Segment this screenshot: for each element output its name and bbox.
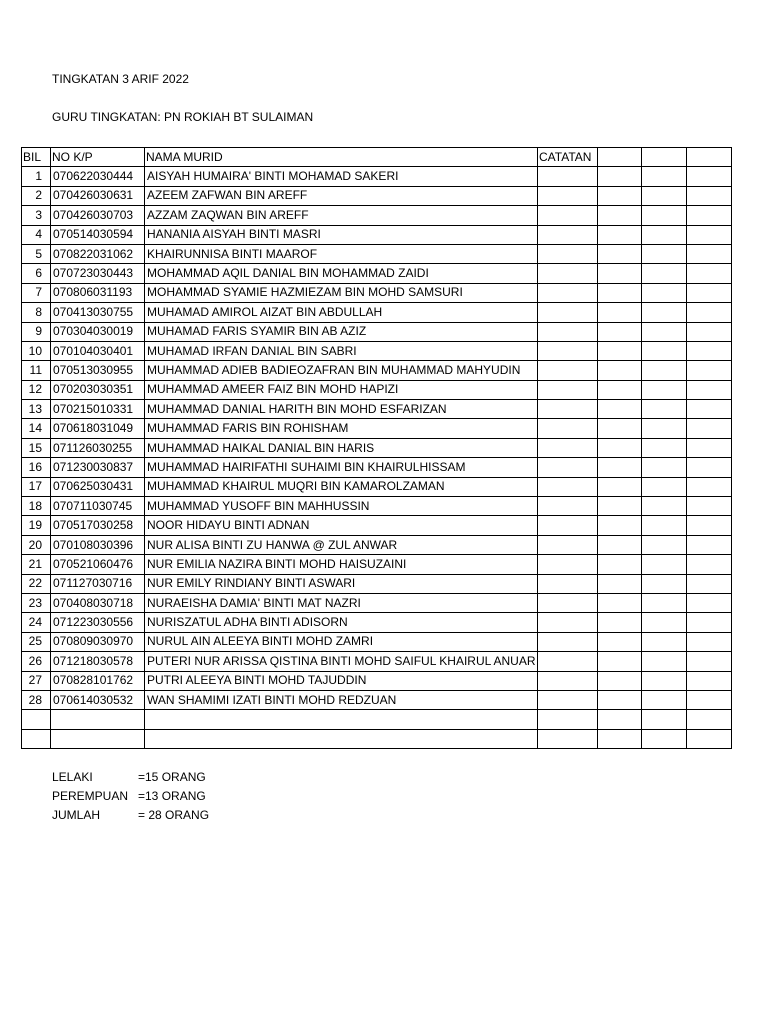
cell-bil: 27 <box>22 671 51 690</box>
cell-no-kp: 071126030255 <box>51 438 145 457</box>
cell-nama-murid: MUHAMMAD KHAIRUL MUQRI BIN KAMAROLZAMAN <box>145 477 538 496</box>
table-row <box>22 264 732 283</box>
cell-blank <box>687 244 732 263</box>
table-row <box>22 555 732 574</box>
cell-bil: 14 <box>22 419 51 438</box>
table-row <box>22 400 732 419</box>
column-header-blank <box>687 148 732 167</box>
cell-bil: 10 <box>22 341 51 360</box>
table-row <box>22 341 732 360</box>
cell-blank <box>642 690 687 709</box>
cell-blank <box>687 690 732 709</box>
cell-no-kp: 070108030396 <box>51 535 145 554</box>
cell-blank <box>598 690 642 709</box>
cell-nama-murid: NUR ALISA BINTI ZU HANWA @ ZUL ANWAR <box>145 535 538 554</box>
cell-blank <box>687 380 732 399</box>
cell-blank <box>687 167 732 186</box>
cell-blank <box>598 613 642 632</box>
cell-blank <box>687 477 732 496</box>
cell-no-kp: 070723030443 <box>51 264 145 283</box>
cell-bil: 23 <box>22 593 51 612</box>
cell-catatan <box>538 593 598 612</box>
cell-blank <box>598 671 642 690</box>
summary-value: =13 ORANG <box>138 789 206 803</box>
cell-bil: 20 <box>22 535 51 554</box>
cell-blank <box>687 632 732 651</box>
cell-blank <box>642 380 687 399</box>
cell-blank <box>642 244 687 263</box>
cell-bil: 7 <box>22 283 51 302</box>
cell-blank <box>642 497 687 516</box>
cell-nama-murid <box>145 729 538 748</box>
cell-blank <box>642 458 687 477</box>
table-row <box>22 283 732 302</box>
cell-blank <box>642 206 687 225</box>
cell-blank <box>642 225 687 244</box>
page-title: TINGKATAN 3 ARIF 2022 <box>52 72 189 86</box>
cell-blank <box>687 186 732 205</box>
cell-catatan <box>538 361 598 380</box>
cell-bil: 12 <box>22 380 51 399</box>
cell-blank <box>598 225 642 244</box>
table-row <box>22 167 732 186</box>
cell-bil: 18 <box>22 497 51 516</box>
cell-blank <box>687 535 732 554</box>
cell-no-kp: 070806031193 <box>51 283 145 302</box>
student-roster-table <box>21 147 732 749</box>
cell-blank <box>598 206 642 225</box>
summary-perempuan <box>52 789 206 803</box>
cell-catatan <box>538 477 598 496</box>
cell-blank <box>642 613 687 632</box>
cell-nama-murid <box>145 710 538 729</box>
cell-nama-murid: MUHAMAD FARIS SYAMIR BIN AB AZIZ <box>145 322 538 341</box>
cell-bil: 15 <box>22 438 51 457</box>
cell-bil: 4 <box>22 225 51 244</box>
cell-blank <box>687 613 732 632</box>
cell-no-kp: 070809030970 <box>51 632 145 651</box>
class-teacher: GURU TINGKATAN: PN ROKIAH BT SULAIMAN <box>52 110 314 124</box>
cell-nama-murid: AZZAM ZAQWAN BIN AREFF <box>145 206 538 225</box>
cell-blank <box>642 438 687 457</box>
cell-blank <box>598 652 642 671</box>
table-row <box>22 729 732 748</box>
cell-nama-murid: AZEEM ZAFWAN BIN AREFF <box>145 186 538 205</box>
cell-nama-murid: MUHAMMAD HAIRIFATHI SUHAIMI BIN KHAIRULHISSAM <box>145 458 538 477</box>
cell-bil: 3 <box>22 206 51 225</box>
cell-blank <box>687 303 732 322</box>
cell-no-kp: 070514030594 <box>51 225 145 244</box>
cell-nama-murid: MUHAMMAD DANIAL HARITH BIN MOHD ESFARIZAN <box>145 400 538 419</box>
table-row <box>22 438 732 457</box>
cell-blank <box>642 341 687 360</box>
cell-nama-murid: NURUL AIN ALEEYA BINTI MOHD ZAMRI <box>145 632 538 651</box>
cell-nama-murid: MUHAMMAD YUSOFF BIN MAHHUSSIN <box>145 497 538 516</box>
cell-nama-murid: KHAIRUNNISA BINTI MAAROF <box>145 244 538 263</box>
cell-nama-murid: PUTRI ALEEYA BINTI MOHD TAJUDDIN <box>145 671 538 690</box>
cell-catatan <box>538 535 598 554</box>
cell-bil: 1 <box>22 167 51 186</box>
cell-catatan <box>538 516 598 535</box>
table-row <box>22 574 732 593</box>
cell-blank <box>598 244 642 263</box>
cell-catatan <box>538 497 598 516</box>
cell-no-kp: 070614030532 <box>51 690 145 709</box>
cell-no-kp <box>51 729 145 748</box>
cell-blank <box>598 322 642 341</box>
column-header-kp: NO K/P <box>51 148 145 167</box>
cell-nama-murid: MUHAMAD AMIROL AIZAT BIN ABDULLAH <box>145 303 538 322</box>
cell-bil: 8 <box>22 303 51 322</box>
cell-blank <box>642 593 687 612</box>
column-header-blank <box>642 148 687 167</box>
cell-blank <box>642 729 687 748</box>
cell-blank <box>642 322 687 341</box>
cell-blank <box>687 574 732 593</box>
cell-bil: 11 <box>22 361 51 380</box>
table-row <box>22 652 732 671</box>
cell-nama-murid: HANANIA AISYAH BINTI MASRI <box>145 225 538 244</box>
cell-blank <box>598 361 642 380</box>
cell-bil: 25 <box>22 632 51 651</box>
table-row <box>22 186 732 205</box>
cell-blank <box>598 400 642 419</box>
cell-no-kp: 070203030351 <box>51 380 145 399</box>
cell-catatan <box>538 322 598 341</box>
cell-catatan <box>538 264 598 283</box>
cell-no-kp: 071127030716 <box>51 574 145 593</box>
cell-no-kp: 070304030019 <box>51 322 145 341</box>
table-row <box>22 497 732 516</box>
cell-nama-murid: AISYAH HUMAIRA' BINTI MOHAMAD SAKERI <box>145 167 538 186</box>
cell-nama-murid: NURISZATUL ADHA BINTI ADISORN <box>145 613 538 632</box>
cell-no-kp: 070625030431 <box>51 477 145 496</box>
cell-no-kp: 070517030258 <box>51 516 145 535</box>
cell-blank <box>598 729 642 748</box>
cell-blank <box>687 283 732 302</box>
cell-no-kp: 071218030578 <box>51 652 145 671</box>
cell-no-kp: 070426030703 <box>51 206 145 225</box>
cell-nama-murid: MOHAMMAD AQIL DANIAL BIN MOHAMMAD ZAIDI <box>145 264 538 283</box>
cell-blank <box>642 555 687 574</box>
summary-lelaki <box>52 770 206 784</box>
cell-no-kp: 070618031049 <box>51 419 145 438</box>
cell-blank <box>598 283 642 302</box>
cell-nama-murid: NUR EMILY RINDIANY BINTI ASWARI <box>145 574 538 593</box>
cell-nama-murid: WAN SHAMIMI IZATI BINTI MOHD REDZUAN <box>145 690 538 709</box>
cell-blank <box>598 497 642 516</box>
cell-blank <box>687 206 732 225</box>
cell-blank <box>687 322 732 341</box>
cell-blank <box>687 458 732 477</box>
cell-blank <box>598 632 642 651</box>
cell-nama-murid: NUR EMILIA NAZIRA BINTI MOHD HAISUZAINI <box>145 555 538 574</box>
cell-blank <box>598 341 642 360</box>
cell-blank <box>642 652 687 671</box>
cell-catatan <box>538 283 598 302</box>
table-row <box>22 244 732 263</box>
table-row <box>22 225 732 244</box>
column-header-nama: NAMA MURID <box>145 148 538 167</box>
cell-no-kp: 070521060476 <box>51 555 145 574</box>
summary-label: LELAKI <box>52 770 93 784</box>
summary-value: =15 ORANG <box>138 770 206 784</box>
table-row <box>22 593 732 612</box>
cell-catatan <box>538 380 598 399</box>
cell-bil: 17 <box>22 477 51 496</box>
cell-nama-murid: MUHAMAD IRFAN DANIAL BIN SABRI <box>145 341 538 360</box>
cell-catatan <box>538 167 598 186</box>
table-row <box>22 535 732 554</box>
table-row <box>22 516 732 535</box>
cell-bil: 19 <box>22 516 51 535</box>
cell-blank <box>598 574 642 593</box>
cell-blank <box>687 341 732 360</box>
column-header-catatan: CATATAN <box>538 148 598 167</box>
cell-blank <box>642 361 687 380</box>
table-row <box>22 380 732 399</box>
cell-bil: 22 <box>22 574 51 593</box>
cell-blank <box>598 264 642 283</box>
cell-catatan <box>538 206 598 225</box>
cell-catatan <box>538 244 598 263</box>
summary-value: = 28 ORANG <box>138 808 210 822</box>
cell-catatan <box>538 419 598 438</box>
cell-no-kp: 070822031062 <box>51 244 145 263</box>
cell-blank <box>598 303 642 322</box>
cell-blank <box>687 593 732 612</box>
cell-catatan <box>538 341 598 360</box>
cell-blank <box>642 283 687 302</box>
cell-no-kp: 070513030955 <box>51 361 145 380</box>
cell-nama-murid: MOHAMMAD SYAMIE HAZMIEZAM BIN MOHD SAMSURI <box>145 283 538 302</box>
cell-catatan <box>538 652 598 671</box>
column-header-blank <box>598 148 642 167</box>
cell-catatan <box>538 186 598 205</box>
cell-bil: 28 <box>22 690 51 709</box>
cell-blank <box>642 186 687 205</box>
table-row <box>22 710 732 729</box>
cell-catatan <box>538 671 598 690</box>
cell-blank <box>642 535 687 554</box>
cell-no-kp: 070215010331 <box>51 400 145 419</box>
cell-catatan <box>538 632 598 651</box>
table-row <box>22 303 732 322</box>
cell-bil: 21 <box>22 555 51 574</box>
cell-blank <box>687 438 732 457</box>
summary-label: JUMLAH <box>52 808 101 822</box>
table-row <box>22 690 732 709</box>
cell-blank <box>642 671 687 690</box>
cell-catatan <box>538 303 598 322</box>
table-row <box>22 458 732 477</box>
cell-no-kp: 071230030837 <box>51 458 145 477</box>
summary-jumlah <box>52 808 209 822</box>
cell-catatan <box>538 574 598 593</box>
cell-nama-murid: NOOR HIDAYU BINTI ADNAN <box>145 516 538 535</box>
cell-blank <box>687 400 732 419</box>
cell-catatan <box>538 710 598 729</box>
cell-blank <box>642 167 687 186</box>
cell-bil: 9 <box>22 322 51 341</box>
cell-blank <box>642 632 687 651</box>
cell-blank <box>598 477 642 496</box>
cell-catatan <box>538 225 598 244</box>
column-header-bil: BIL <box>22 148 51 167</box>
cell-bil: 24 <box>22 613 51 632</box>
cell-nama-murid: MUHAMMAD FARIS BIN ROHISHAM <box>145 419 538 438</box>
cell-blank <box>598 593 642 612</box>
table-row <box>22 361 732 380</box>
cell-bil: 6 <box>22 264 51 283</box>
cell-no-kp: 070413030755 <box>51 303 145 322</box>
cell-bil <box>22 729 51 748</box>
cell-blank <box>642 400 687 419</box>
cell-blank <box>598 555 642 574</box>
cell-blank <box>687 652 732 671</box>
cell-blank <box>642 477 687 496</box>
table-row <box>22 477 732 496</box>
cell-blank <box>687 419 732 438</box>
cell-blank <box>598 167 642 186</box>
cell-catatan <box>538 729 598 748</box>
cell-blank <box>687 671 732 690</box>
cell-blank <box>642 303 687 322</box>
cell-blank <box>598 535 642 554</box>
cell-blank <box>687 264 732 283</box>
table-row <box>22 322 732 341</box>
cell-bil: 26 <box>22 652 51 671</box>
cell-blank <box>687 516 732 535</box>
cell-nama-murid: NURAEISHA DAMIA' BINTI MAT NAZRI <box>145 593 538 612</box>
cell-blank <box>687 555 732 574</box>
cell-blank <box>598 516 642 535</box>
cell-bil: 2 <box>22 186 51 205</box>
cell-catatan <box>538 458 598 477</box>
cell-no-kp <box>51 710 145 729</box>
cell-nama-murid: MUHAMMAD ADIEB BADIEOZAFRAN BIN MUHAMMAD MAHYUDIN <box>145 361 538 380</box>
cell-blank <box>598 438 642 457</box>
cell-catatan <box>538 555 598 574</box>
cell-catatan <box>538 613 598 632</box>
cell-blank <box>598 419 642 438</box>
cell-blank <box>642 516 687 535</box>
cell-blank <box>687 361 732 380</box>
cell-blank <box>598 710 642 729</box>
cell-nama-murid: MUHAMMAD AMEER FAIZ BIN MOHD HAPIZI <box>145 380 538 399</box>
cell-no-kp: 070104030401 <box>51 341 145 360</box>
cell-no-kp: 070711030745 <box>51 497 145 516</box>
cell-bil <box>22 710 51 729</box>
cell-bil: 13 <box>22 400 51 419</box>
cell-no-kp: 070408030718 <box>51 593 145 612</box>
cell-catatan <box>538 400 598 419</box>
cell-nama-murid: MUHAMMAD HAIKAL DANIAL BIN HARIS <box>145 438 538 457</box>
cell-no-kp: 070828101762 <box>51 671 145 690</box>
cell-blank <box>598 458 642 477</box>
cell-no-kp: 070622030444 <box>51 167 145 186</box>
cell-bil: 16 <box>22 458 51 477</box>
cell-blank <box>598 380 642 399</box>
table-row <box>22 671 732 690</box>
cell-no-kp: 070426030631 <box>51 186 145 205</box>
cell-blank <box>687 225 732 244</box>
table-row <box>22 419 732 438</box>
cell-blank <box>687 729 732 748</box>
cell-nama-murid: PUTERI NUR ARISSA QISTINA BINTI MOHD SAIFUL KHAIRUL ANUAR <box>145 652 538 671</box>
cell-blank <box>642 710 687 729</box>
cell-blank <box>642 419 687 438</box>
table-row <box>22 206 732 225</box>
table-row <box>22 613 732 632</box>
table-header-row <box>22 148 732 167</box>
cell-blank <box>642 264 687 283</box>
cell-blank <box>642 574 687 593</box>
cell-blank <box>687 710 732 729</box>
table-row <box>22 632 732 651</box>
cell-no-kp: 071223030556 <box>51 613 145 632</box>
cell-blank <box>598 186 642 205</box>
cell-catatan <box>538 690 598 709</box>
cell-bil: 5 <box>22 244 51 263</box>
cell-blank <box>687 497 732 516</box>
summary-label: PEREMPUAN <box>52 789 129 803</box>
cell-catatan <box>538 438 598 457</box>
